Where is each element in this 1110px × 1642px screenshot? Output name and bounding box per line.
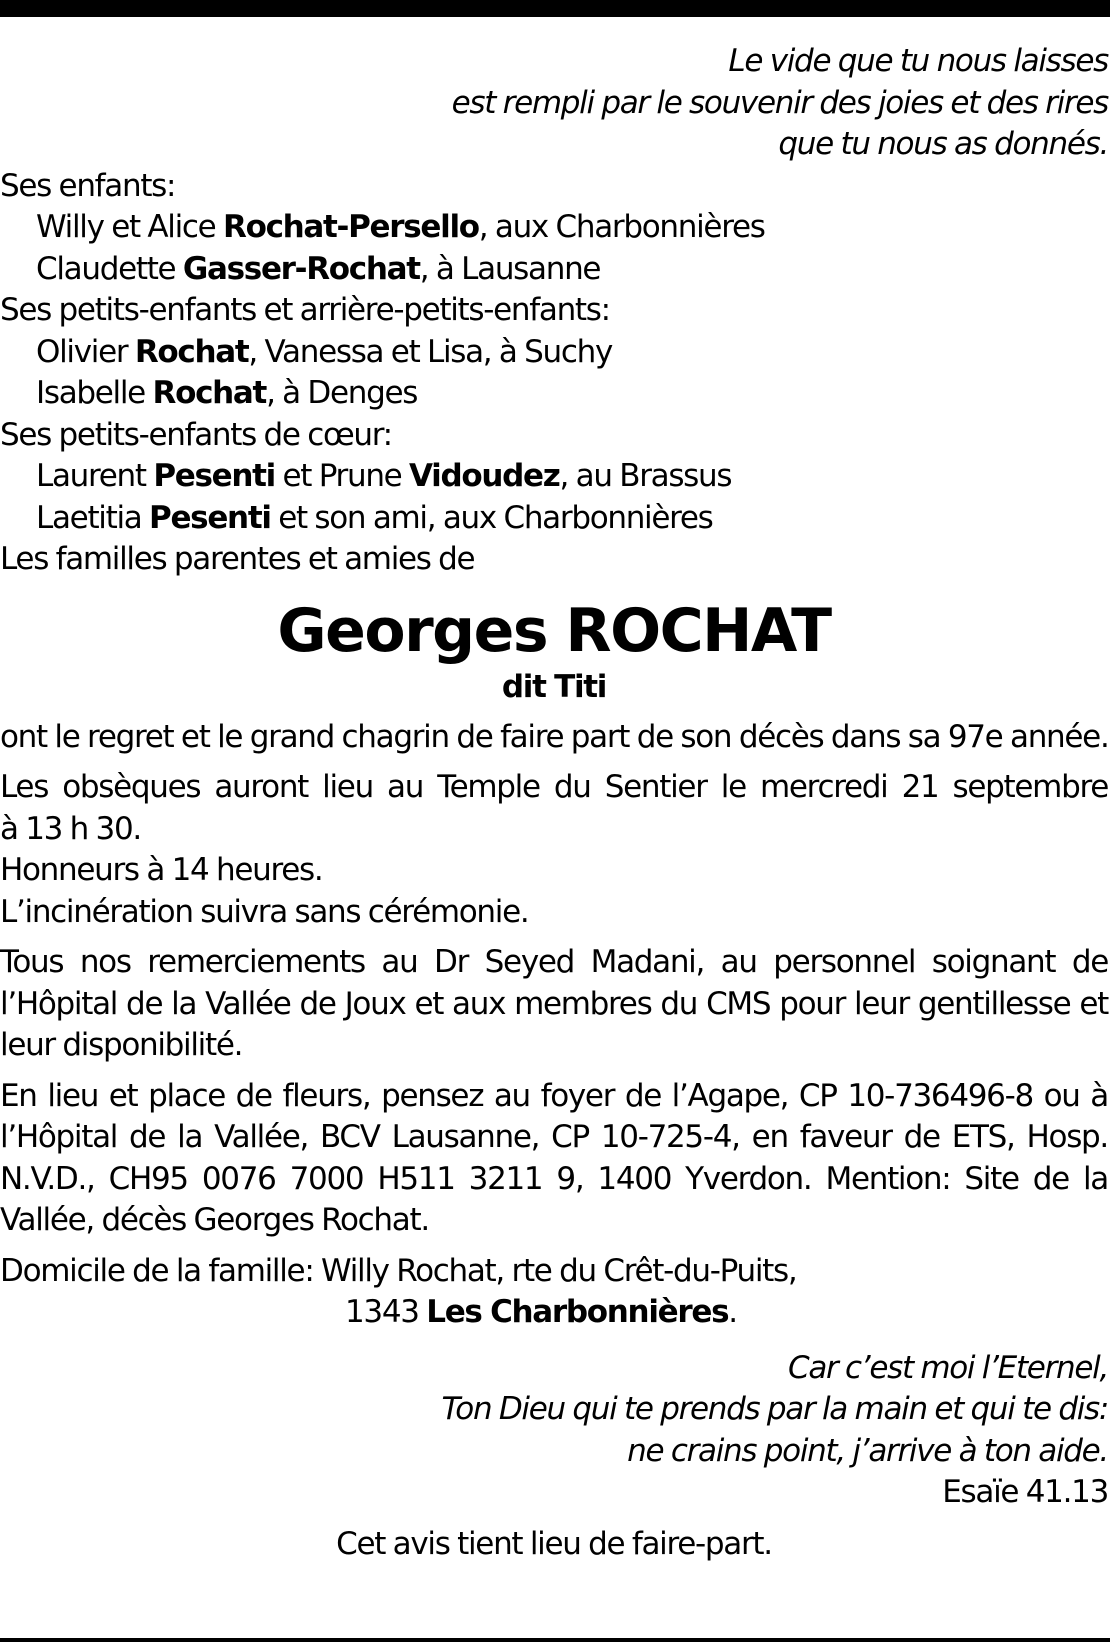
announcement-text: ont le regret et le grand chagrin de faire part de son décès dans sa 97e année. <box>0 718 1109 755</box>
children-heading: Ses enfants: <box>0 167 176 204</box>
donation-paragraph: En lieu et place de fleurs, pensez au foyer de l’Agape, CP 10-736496-8 ou à l’Hôpital de la Vallée, BCV Lausanne, CP 10-725-4, en faveur de ETS, Hosp. N.V.D., CH95 0076 7000 H511 3211 9, 1400 Yverdon. Mention: Site de la Vallée, décès Georges Rochat. <box>0 1077 1108 1238</box>
opening-verse <box>0 41 1108 166</box>
family-member: Willy et Alice Rochat-Persello, aux Charbonnières <box>36 209 765 245</box>
grandchildren-heading: Ses petits-enfants et arrière-petits-enfants: <box>0 292 610 328</box>
bottom-rule <box>0 1638 1110 1642</box>
family-list <box>0 166 1108 581</box>
opening-verse-line: est rempli par le souvenir des joies et des rires <box>451 84 1108 121</box>
opening-verse-line: Le vide que tu nous laisses <box>728 43 1108 79</box>
relatives-line: Les familles parentes et amies de <box>0 541 475 577</box>
funeral-line: L’incinération suivra sans cérémonie. <box>0 893 529 930</box>
address-town: Les Charbonnières <box>426 1294 729 1330</box>
heart-grandchildren-heading: Ses petits-enfants de cœur: <box>0 416 392 453</box>
closing-verse-line: ne crains point, j’arrive à ton aide. <box>627 1432 1108 1469</box>
family-surname: Vidoudez <box>409 458 560 494</box>
closing-verse-line: Ton Dieu qui te prends par la main et qui te dis: <box>441 1391 1108 1427</box>
deceased-name: Georges ROCHAT <box>277 595 831 666</box>
family-member: Olivier Rochat, Vanessa et Lisa, à Suchy <box>36 333 613 370</box>
closing-verse-line: Car c’est moi l’Eternel, <box>787 1349 1108 1386</box>
family-surname: Rochat <box>134 333 249 370</box>
family-member: Laetitia Pesenti et son ami, aux Charbonnières <box>36 499 713 536</box>
family-address <box>0 1251 1108 1334</box>
deceased-nickname: dit Titi <box>501 668 607 705</box>
funeral-line: Honneurs à 14 heures. <box>0 852 323 888</box>
funeral-details <box>0 767 1108 933</box>
family-member: Isabelle Rochat, à Denges <box>36 375 418 411</box>
top-rule <box>0 0 1110 17</box>
family-surname: Pesenti <box>149 499 271 536</box>
family-surname: Rochat-Persello <box>223 209 479 245</box>
family-surname: Pesenti <box>153 458 275 494</box>
family-member: Claudette Gasser-Rochat, à Lausanne <box>36 250 601 287</box>
obituary-notice <box>0 41 1108 1565</box>
funeral-line: à 13 h 30. <box>0 810 141 847</box>
opening-verse-line: que tu nous as donnés. <box>778 126 1108 162</box>
thanks-paragraph: Tous nos remerciements au Dr Seyed Madani, au personnel soignant de l’Hôpital de la Vallée de Joux et aux membres du CMS pour leur gentillesse et leur disponibilité. <box>0 944 1108 1063</box>
address-line: 1343 Les Charbonnières. <box>345 1294 737 1330</box>
verse-reference: Esaïe 41.13 <box>942 1474 1108 1510</box>
family-surname: Rochat <box>152 375 267 411</box>
funeral-line: Les obsèques auront lieu au Temple du Sentier le mercredi 21 septembre <box>0 769 1108 805</box>
closing-verse <box>0 1348 1108 1473</box>
footer-note: Cet avis tient lieu de faire-part. <box>336 1525 772 1562</box>
address-line: Domicile de la famille: Willy Rochat, rte du Crêt-du-Puits, <box>0 1252 797 1289</box>
family-surname: Gasser-Rochat <box>182 250 420 287</box>
family-member: Laurent Pesenti et Prune Vidoudez, au Brassus <box>36 458 732 494</box>
